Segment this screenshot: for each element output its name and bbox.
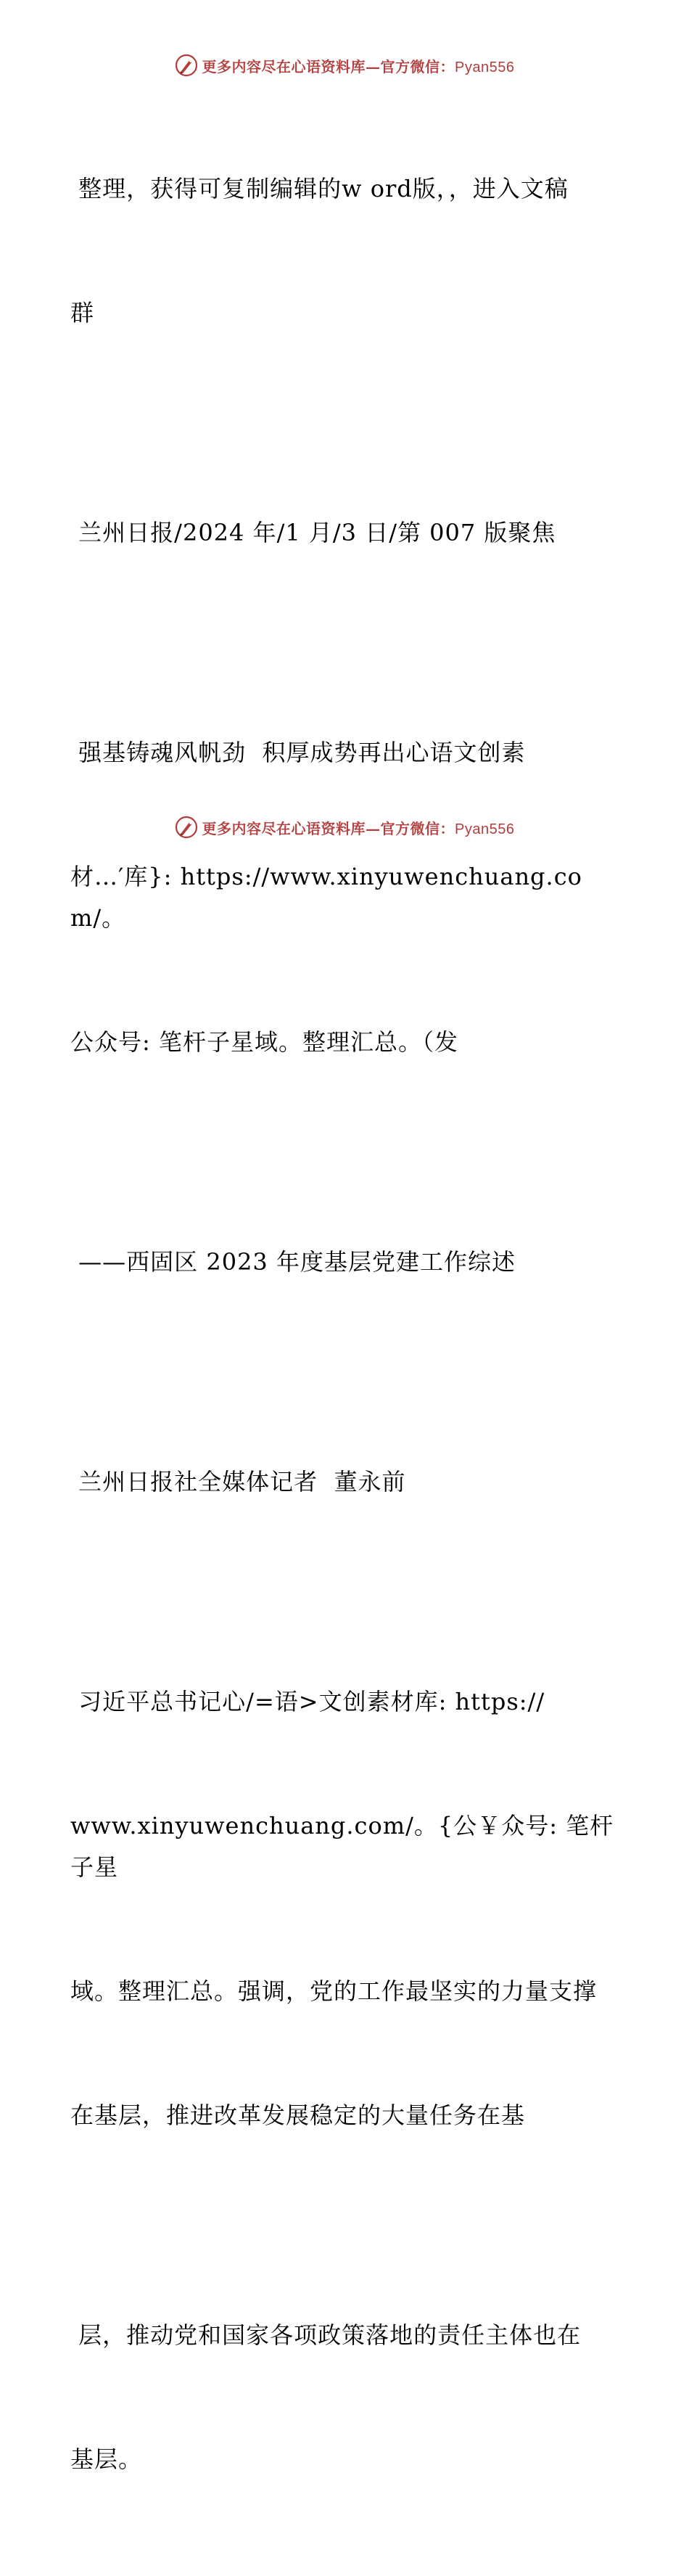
footer-banner-label: 更多内容尽在心语资料库—官方微信： — [202, 819, 455, 837]
paragraph-5 — [70, 1379, 622, 1586]
text-line: 层，推动党和国家各项政策落地的责任主体也在 — [70, 2321, 582, 2349]
text-line: 群 — [70, 299, 95, 327]
text-line: www.xinyuwenchuang.com/。{公￥众号: 笔杆子星 — [70, 1812, 614, 1881]
text-line: 强基铸魂风帆劲 积厚成势再出心语文创素 — [70, 739, 526, 766]
text-line: 兰州日报/2024 年/1 月/3 日/第 007 版聚焦 — [70, 519, 556, 546]
text-line: 习近平总书记心/=语>文创素材库: https:// — [70, 1688, 545, 1715]
footer-banner-content — [175, 816, 515, 839]
paragraph-2 — [70, 430, 622, 636]
text-line: 兰州日报社全媒体记者 董永前 — [70, 1468, 406, 1496]
paragraph-1 — [70, 86, 622, 417]
text-line: 材…′库}: https://www.xinyuwenchuang.com/。 — [70, 863, 582, 932]
text-line: 在基层，推进改革发展稳定的大量任务在基 — [70, 2101, 526, 2129]
paragraph-6 — [70, 1599, 622, 2219]
document-body — [70, 86, 622, 2576]
paragraph-3 — [70, 649, 622, 1146]
footer-banner-text — [202, 817, 515, 838]
text-line: ——西固区 2023 年度基层党建工作综述 — [70, 1248, 516, 1276]
text-line: 公众号: 笔杆子星域。整理汇总。（发 — [70, 1028, 458, 1056]
footer-banner — [0, 813, 689, 842]
text-line: 域。整理汇总。强调，党的工作最坚实的力量支撑 — [70, 1977, 598, 2005]
paragraph-7 — [70, 2232, 622, 2563]
quill-pen-logo-icon — [175, 54, 198, 77]
header-banner-wechat-id: Pyan556 — [455, 59, 515, 75]
footer-banner-wechat-id: Pyan556 — [455, 821, 515, 837]
text-line: 整理，获得可复制编辑的w ord版，，进入文稿 — [70, 175, 569, 202]
paragraph-4 — [70, 1159, 622, 1366]
text-line: 基层。 — [70, 2445, 143, 2473]
header-banner-label: 更多内容尽在心语资料库—官方微信： — [202, 57, 455, 75]
header-banner-text — [202, 55, 515, 76]
quill-pen-logo-icon — [175, 816, 198, 839]
header-banner-content — [175, 54, 515, 77]
header-banner — [0, 51, 689, 80]
